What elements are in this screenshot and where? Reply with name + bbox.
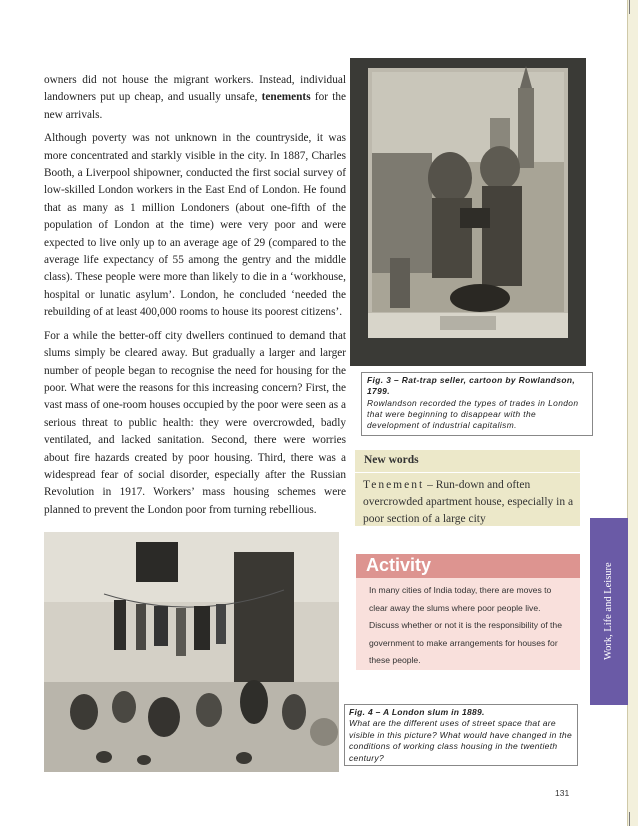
paragraph-1-end: for the new arrivals. — [44, 91, 346, 121]
new-words-definition: – Run-down and often overcrowded apartment house, especially in a poor section of a large city — [363, 479, 574, 525]
new-words-box — [355, 450, 580, 526]
fig4-london-slum-photo — [44, 532, 339, 772]
activity-heading: Activity — [366, 555, 432, 575]
new-words-divider — [355, 472, 580, 473]
activity-header — [356, 554, 580, 578]
term-tenements: tenements — [261, 91, 311, 104]
fig3-rat-trap-seller-image — [350, 58, 586, 366]
paragraph-3: For a while the better-off city dwellers continued to demand that slums simply be cleared away. But gradually a larger and larger number of people began to recognise the need for housing for the poor. What were the reasons for this increasing concern? First, the vast mass of one-room houses occupied by the poor were seen as a serious threat to public health: they were overcrowded, badly ventilated, and lacked sanitation. Second, there were worries about fire hazards created by poor housing. Third, there was a widespread fear of social disorder, especially after the Russian Revolution in 1917. Workers’ mass housing schemes were planned to prevent the London poor from turning rebellious. — [44, 329, 346, 516]
new-words-heading: New words — [364, 454, 419, 466]
crop-mark-top — [629, 0, 630, 14]
chapter-side-tab — [590, 518, 628, 705]
paragraph-1-start: owners did not house the migrant workers. Instead, individual landowners put up cheap, and usually unsafe, — [44, 74, 346, 104]
chapter-side-tab-label: Work, Life and Leisure — [603, 562, 614, 661]
crop-mark-bottom — [629, 812, 630, 826]
fig3-title: Fig. 3 – Rat-trap seller, cartoon by Rowlandson, 1799. — [367, 375, 576, 397]
new-words-term: Tenement — [363, 479, 425, 491]
page-edge — [628, 0, 638, 826]
new-words-entry — [363, 477, 575, 528]
page-number: 131 — [555, 788, 570, 798]
fig4-caption-box — [344, 704, 578, 766]
activity-text: In many cities of India today, there are moves to clear away the slums where poor people live. Discuss whether or not it is the responsibility of the government to make arrangements for houses for these people. — [369, 585, 562, 665]
fig3-caption: Rowlandson recorded the types of trades in London that were beginning to disappear with the development of industrial capitalism. — [367, 397, 579, 431]
body-text-column — [44, 72, 346, 525]
fig4-title: Fig. 4 – A London slum in 1889. — [349, 707, 485, 717]
paragraph-2: Although poverty was not unknown in the countryside, it was more concentrated and starkly visible in the city. In 1887, Charles Booth, a Liverpool shipowner, conducted the first social survey of low-skilled London workers in the East End of London. He found that as many as 1 million Londoners (about one-fifth of the population of London at the time) were very poor and were expected to live only up to an average age of 29 (compared to the average life expectancy of 55 among the gentry and the middle class). These people were more than likely to die in a ‘workhouse, hospital or lunatic asylum’. London, he concluded ‘needed the rebuilding of at least 400,000 rooms to house its poorest citizens’. — [44, 132, 346, 319]
fig3-caption-box — [361, 372, 593, 436]
paragraph-1 — [44, 72, 346, 124]
activity-box — [356, 578, 580, 670]
fig4-caption: What are the different uses of street space that are visible in this picture? What would have changed in the conditions of working class housing in the twentieth century? — [349, 718, 572, 763]
